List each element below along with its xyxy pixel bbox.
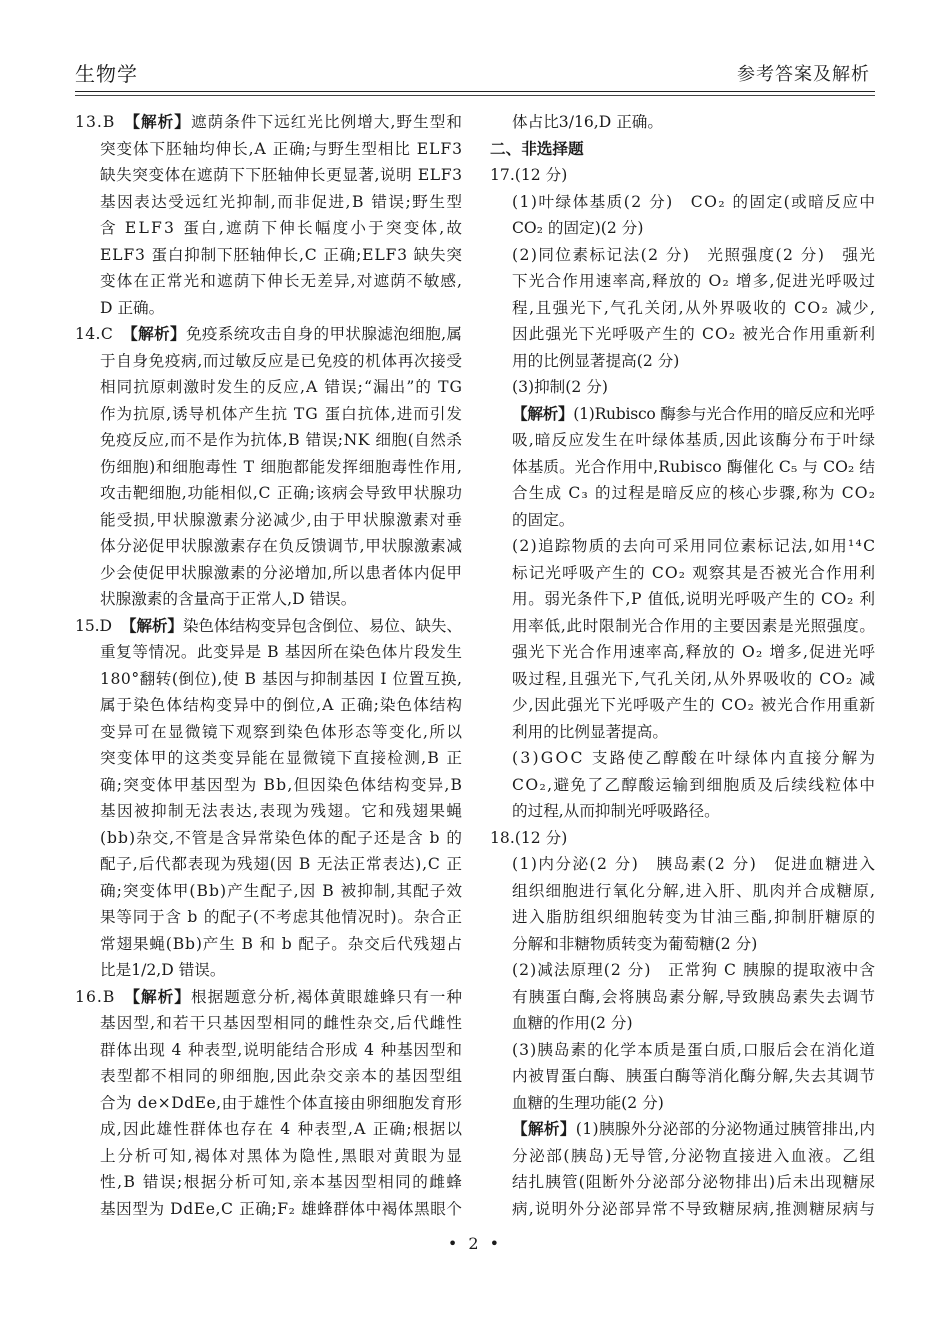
text-line: 性,B 错误;根据分析可知,亲本基因型相同的雌蜂 bbox=[100, 1173, 464, 1191]
line-text: 染色体结构变异包含倒位、易位、缺失、 bbox=[182, 616, 462, 635]
header-rule-thick bbox=[75, 91, 875, 92]
text-line: (1)内分泌(2 分) 胰岛素(2 分) 促进血糖进入 bbox=[512, 855, 877, 873]
text-line: 用率低,此时限制光合作用的主要因素是光照强度。 bbox=[512, 616, 876, 635]
line-text: 遮荫条件下远红光比例增大,野生型和 bbox=[190, 113, 464, 131]
section-heading: 二、非选择题 bbox=[490, 138, 584, 158]
answer-item-16 bbox=[75, 984, 462, 1223]
text-line: 比是1/2,D 错误。 bbox=[100, 961, 226, 979]
text-line: 组织细胞进行氧化分解,进入肝、肌肉并合成糖原, bbox=[512, 881, 877, 900]
item-first-line bbox=[75, 109, 462, 136]
analysis-first-line bbox=[512, 1116, 875, 1143]
text-line: (bb)杂交,不管是含异常染色体的配子还是含 b 的 bbox=[100, 828, 463, 847]
text-line: ELF3 蛋白抑制下胚轴伸长,C 正确;ELF3 缺失突 bbox=[100, 245, 463, 264]
item-first-line bbox=[75, 321, 462, 348]
text-line: CO₂ 的固定)(2 分) bbox=[512, 219, 644, 237]
text-line: 体分泌促甲状腺激素存在负反馈调节,甲状腺激素减 bbox=[100, 537, 463, 555]
item-number: 15.D bbox=[75, 616, 112, 635]
line-text: (1)Rubisco 酶参与光合作用的暗反应和光呼 bbox=[573, 404, 875, 423]
header-rule-thin bbox=[75, 95, 875, 96]
text-line: 用。弱光条件下,P 值低,说明光呼吸产生的 CO₂ 利 bbox=[512, 590, 876, 608]
text-line: 强光下光合作用速率高,释放的 O₂ 增多,促进光呼 bbox=[512, 643, 877, 661]
right-column bbox=[490, 109, 878, 1222]
text-line: 分解和非糖物质转变为葡萄糖(2 分) bbox=[512, 934, 758, 953]
text-line: 相同抗原刺激时发生的反应,A 错误;“漏出”的 TG bbox=[100, 378, 464, 396]
text-line: 配子,后代都表现为残翅(因 B 无法正常表达),C 正 bbox=[100, 855, 463, 873]
text-line: (1)叶绿体基质(2 分) CO₂ 的固定(或暗反应中 bbox=[512, 192, 877, 211]
text-line: 吸,暗反应发生在叶绿体基质,因此该酶分布于叶绿 bbox=[512, 431, 877, 449]
page-number: • 2 • bbox=[447, 1234, 503, 1253]
text-line: (2)追踪物质的去向可采用同位素标记法,如用¹⁴C bbox=[512, 537, 877, 555]
text-line: 群体出现 4 种表型,说明能结合形成 4 种基因型和 bbox=[100, 1040, 463, 1059]
text-line: 攻击靶细胞,功能相似,C 正确;该病会导致甲状腺功 bbox=[100, 484, 463, 502]
text-line: 作为抗原,诱导机体产生抗 TG 蛋白抗体,进而引发 bbox=[100, 404, 463, 423]
text-line: 合生成 C₃ 的过程是暗反应的核心步骤,称为 CO₂ bbox=[512, 484, 877, 502]
text-line: 重复等情况。此变异是 B 基因所在染色体片段发生 bbox=[100, 643, 463, 661]
text-line: 血糖的生理功能(2 分) bbox=[512, 1093, 664, 1112]
text-line: 有胰蛋白酶,会将胰岛素分解,导致胰岛素失去调节 bbox=[512, 987, 877, 1006]
answer-item-15 bbox=[75, 613, 462, 984]
text-line: 上分析可知,褐体对黑体为隐性,黑眼对黄眼为显 bbox=[100, 1146, 464, 1165]
text-line: 体占比3/16,D 正确。 bbox=[512, 113, 663, 131]
text-line: 基因表达受远红光抑制,而非促进,B 错误;野生型 bbox=[100, 192, 464, 211]
text-line: 下光合作用速率高,释放的 O₂ 增多,促进光呼吸过 bbox=[512, 272, 877, 290]
text-line: 180°翻转(倒位),使 B 基因与抑制基因 I 位置互换, bbox=[100, 669, 463, 688]
answer-item-14 bbox=[75, 321, 462, 613]
item-number: 14.C bbox=[75, 325, 114, 343]
text-line: (3)GOC 支路使乙醇酸在叶绿体内直接分解为 bbox=[512, 749, 878, 767]
text-line: 属于染色体结构变异中的倒位,A 正确;染色体结构 bbox=[100, 696, 464, 714]
text-line: 血糖的作用(2 分) bbox=[512, 1014, 633, 1032]
answer-item-13 bbox=[75, 109, 465, 321]
line-text: 根据题意分析,褐体黄眼雄蜂只有一种 bbox=[190, 987, 464, 1006]
analysis-tag: 【解析】 bbox=[122, 324, 186, 343]
question-heading: 17.(12 分) bbox=[490, 166, 568, 184]
text-line: 突变体甲的这类变异能在显微镜下直接检测,B 正 bbox=[100, 749, 464, 767]
analysis-tag: 【解析】 bbox=[124, 112, 191, 131]
line-text: (1)胰腺外分泌部的分泌物通过胰管排出,内 bbox=[575, 1120, 876, 1138]
answer-item-16-continued bbox=[490, 109, 875, 136]
text-line: 基因型为 DdEe,C 正确;F₂ 雄蜂群体中褐体黑眼个 bbox=[100, 1199, 463, 1218]
text-line: 吸过程,且强光下,气孔关闭,从外界吸收的 CO₂ 减 bbox=[512, 669, 877, 688]
text-line: 于自身免疫病,而过敏反应是已免疫的机体再次接受 bbox=[100, 351, 463, 370]
item-first-line bbox=[75, 984, 462, 1011]
text-line: 状腺激素的含量高于正常人,D 错误。 bbox=[100, 590, 357, 608]
text-line: 能受损,甲状腺激素分泌减少,由于甲状腺激素对垂 bbox=[100, 510, 464, 529]
text-line: 含 ELF3 蛋白,遮荫下伸长幅度小于突变体,故 bbox=[100, 219, 465, 237]
text-line: CO₂,避免了乙醇酸运输到细胞质及后续线粒体中 bbox=[512, 775, 877, 794]
left-column bbox=[75, 109, 465, 1222]
text-line: 进入脂肪组织细胞转变为甘油三酯,抑制肝糖原的 bbox=[512, 908, 877, 926]
analysis-first-line bbox=[512, 401, 875, 428]
text-line: 的过程,从而抑制光呼吸路径。 bbox=[512, 802, 720, 820]
subject-title: 生物学 bbox=[75, 62, 138, 86]
text-line: 变异可在显微镜下观察到染色体形态等变化,所以 bbox=[100, 722, 464, 741]
text-line: 少,因此强光下光呼吸产生的 CO₂ 被光合作用重新 bbox=[512, 696, 876, 714]
text-line: 果等同于含 b 的配子(不考虑其他情况时)。杂合正 bbox=[100, 908, 463, 926]
text-line: 的固定。 bbox=[512, 510, 575, 529]
text-line: 基因型,和若干只基因型相同的雌性杂交,后代雌性 bbox=[100, 1014, 464, 1032]
item-first-line bbox=[75, 613, 462, 640]
section-title: 参考答案及解析 bbox=[737, 64, 870, 85]
analysis-tag: 【解析】 bbox=[512, 1119, 576, 1138]
text-line: 伤细胞)和细胞毒性 T 细胞都能发挥细胞毒性作用, bbox=[100, 457, 463, 476]
text-line: 变体在正常光和遮荫下伸长无差异,对遮荫不敏感, bbox=[100, 272, 464, 290]
text-line: 突变体下胚轴均伸长,A 正确;与野生型相比 ELF3 bbox=[100, 139, 463, 158]
text-line: 因此强光下光呼吸产生的 CO₂ 被光合作用重新利 bbox=[512, 325, 877, 343]
text-line: 标记光呼吸产生的 CO₂ 观察其是否被光合作用利 bbox=[512, 563, 877, 582]
text-line: 内被胃蛋白酶、胰蛋白酶等消化酶分解,失去其调节 bbox=[512, 1067, 876, 1085]
question-heading: 18.(12 分) bbox=[490, 828, 568, 847]
text-line: 合为 de×DdEe,由于雄性个体直接由卵细胞发育形 bbox=[100, 1093, 463, 1112]
text-line: 常翅果蝇(Bb)产生 B 和 b 配子。杂交后代残翅占 bbox=[100, 934, 463, 953]
text-line: 基因被抑制无法表达,表现为残翅。它和残翅果蝇 bbox=[100, 802, 464, 820]
text-line: 确;突变体甲基因型为 Bb,但因染色体结构变异,B bbox=[100, 775, 464, 794]
answer-item-17 bbox=[490, 162, 878, 825]
item-number: 16.B bbox=[75, 987, 116, 1006]
text-line: 成,因此雄性群体也存在 4 种表型,A 正确;根据以 bbox=[100, 1120, 464, 1138]
text-line: 病,说明外分泌部异常不导致糖尿病,推测糖尿病与 bbox=[512, 1199, 877, 1218]
text-line: 缺失突变体在遮荫下下胚轴伸长更显著,说明 ELF3 bbox=[100, 166, 463, 184]
text-line: 程,且强光下,气孔关闭,从外界吸收的 CO₂ 减少, bbox=[512, 298, 877, 317]
line-text: 免疫系统攻击自身的甲状腺滤泡细胞,属 bbox=[185, 325, 463, 343]
text-line: (3)抑制(2 分) bbox=[512, 378, 608, 396]
text-line: 确;突变体甲(Bb)产生配子,因 B 被抑制,其配子效 bbox=[100, 881, 464, 900]
text-line: 免疫反应,而不是作为抗体,B 错误;NK 细胞(自然杀 bbox=[100, 431, 463, 449]
analysis-tag: 【解析】 bbox=[120, 615, 183, 635]
text-line: 结扎胰管(阻断外分泌部分泌物排出)后未出现糖尿 bbox=[512, 1173, 877, 1191]
text-line: (3)胰岛素的化学本质是蛋白质,口服后会在消化道 bbox=[512, 1040, 877, 1059]
text-line: 利用的比例显著提高。 bbox=[512, 722, 668, 741]
text-line: D 正确。 bbox=[100, 298, 165, 317]
text-line: 体基质。光合作用中,Rubisco 酶催化 C₅ 与 CO₂ 结 bbox=[512, 457, 876, 476]
text-line: 表型都不相同的卵细胞,因此杂交亲本的基因型组 bbox=[100, 1067, 464, 1085]
text-line: 少会使促甲状腺激素的分泌增加,所以患者体内促甲 bbox=[100, 563, 463, 582]
text-line: 分泌部(胰岛)无导管,分泌物直接进入血液。乙组 bbox=[512, 1146, 877, 1165]
answer-item-18 bbox=[490, 825, 875, 1223]
text-line: (2)减法原理(2 分) 正常狗 C 胰腺的提取液中含 bbox=[512, 961, 877, 979]
item-number: 13.B bbox=[75, 113, 116, 131]
text-line: 用的比例显著提高(2 分) bbox=[512, 351, 680, 370]
analysis-tag: 【解析】 bbox=[124, 986, 191, 1006]
text-line: (2)同位素标记法(2 分) 光照强度(2 分) 强光 bbox=[512, 245, 877, 264]
analysis-tag: 【解析】 bbox=[512, 403, 574, 423]
